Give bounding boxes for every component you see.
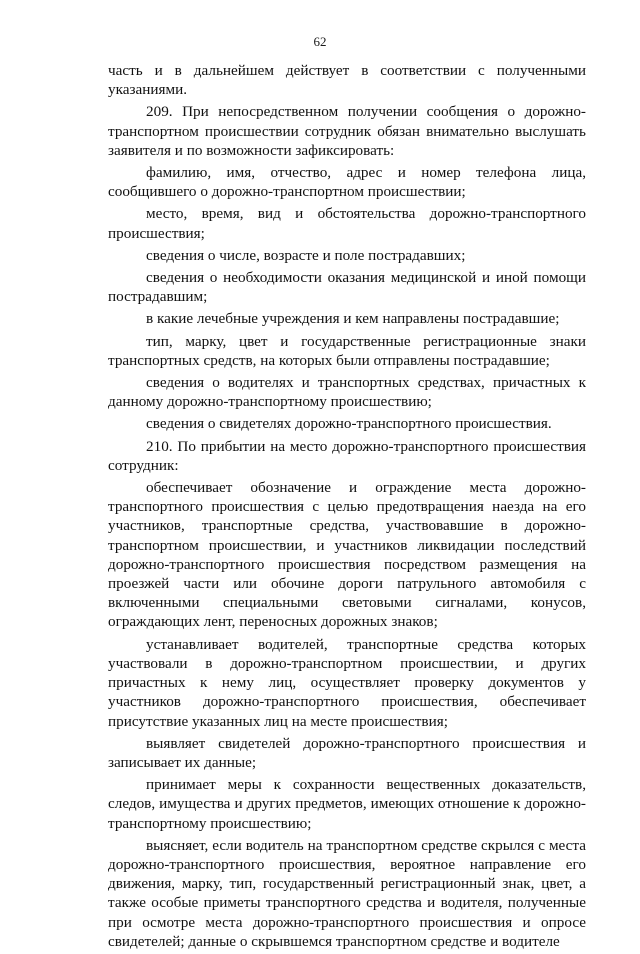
- paragraph: выявляет свидетелей дорожно-транспортного происшествия и записывает их данные;: [108, 734, 586, 771]
- paragraph: сведения о числе, возрасте и поле пострадавших;: [146, 246, 466, 264]
- paragraph: 209. При непосредственном получении сообщения о дорожно-транспортном происшествии сотрудник обязан внимательно выслушать заявителя и по возможности зафиксировать:: [108, 103, 586, 159]
- paragraph: сведения о водителях и транспортных средствах, причастных к данному дорожно-транспортному происшествию;: [108, 374, 586, 411]
- paragraph: принимает меры к сохранности вещественных доказательств, следов, имущества и других предметов, имеющих отношение к дорожно-транспортному происшествию;: [108, 776, 586, 832]
- paragraph: место, время, вид и обстоятельства дорожно-транспортного происшествия;: [108, 205, 586, 242]
- paragraph: тип, марку, цвет и государственные регистрационные знаки транспортных средств, на которых были отправлены пострадавшие;: [108, 332, 586, 369]
- paragraph: обеспечивает обозначение и ограждение места дорожно-транспортного происшествия с целью предотвращения наезда на его участников, транспортные средства, участвовавшие в дорожно-транспортном происшествии, и участников ликвидации последствий дорожно-транспортного происшествия посредством размещения на проезжей части или обочине дороги патрульного автомобиля с включенными специальными световыми сигналами, конусов, ограждающих лент, переносных дорожных знаков;: [108, 479, 586, 631]
- paragraph: часть и в дальнейшем действует в соответствии с полученными указаниями.: [108, 62, 586, 99]
- paragraph: сведения о свидетелях дорожно-транспортного происшествия.: [146, 415, 552, 433]
- paragraph: устанавливает водителей, транспортные средства которых участвовали в дорожно-транспортном происшествии, и других причастных к нему лиц, осуществляет проверку документов у участников дорожно-транспортного происшествия, обеспечивает присутствие указанных лиц на месте происшествия;: [108, 635, 586, 730]
- paragraph: выясняет, если водитель на транспортном средстве скрылся с места дорожно-транспортного происшествия, вероятное направление его движения, марку, тип, государственный регистрационный знак, цвет, а также особые приметы транспортного средства и водителя, полученные при осмотре места дорожно-транспортного происшествия и опросе свидетелей; данные о скрывшемся транспортном средстве и водителе: [108, 836, 586, 950]
- page-number: 62: [313, 34, 327, 49]
- paragraph: сведения о необходимости оказания медицинской и иной помощи пострадавшим;: [108, 269, 586, 306]
- paragraph: фамилию, имя, отчество, адрес и номер телефона лица, сообщившего о дорожно-транспортном происшествии;: [108, 164, 586, 201]
- paragraph: в какие лечебные учреждения и кем направлены пострадавшие;: [146, 310, 560, 328]
- document-body: [108, 61, 586, 954]
- paragraph: 210. По прибытии на место дорожно-транспортного происшествия сотрудник:: [108, 437, 586, 474]
